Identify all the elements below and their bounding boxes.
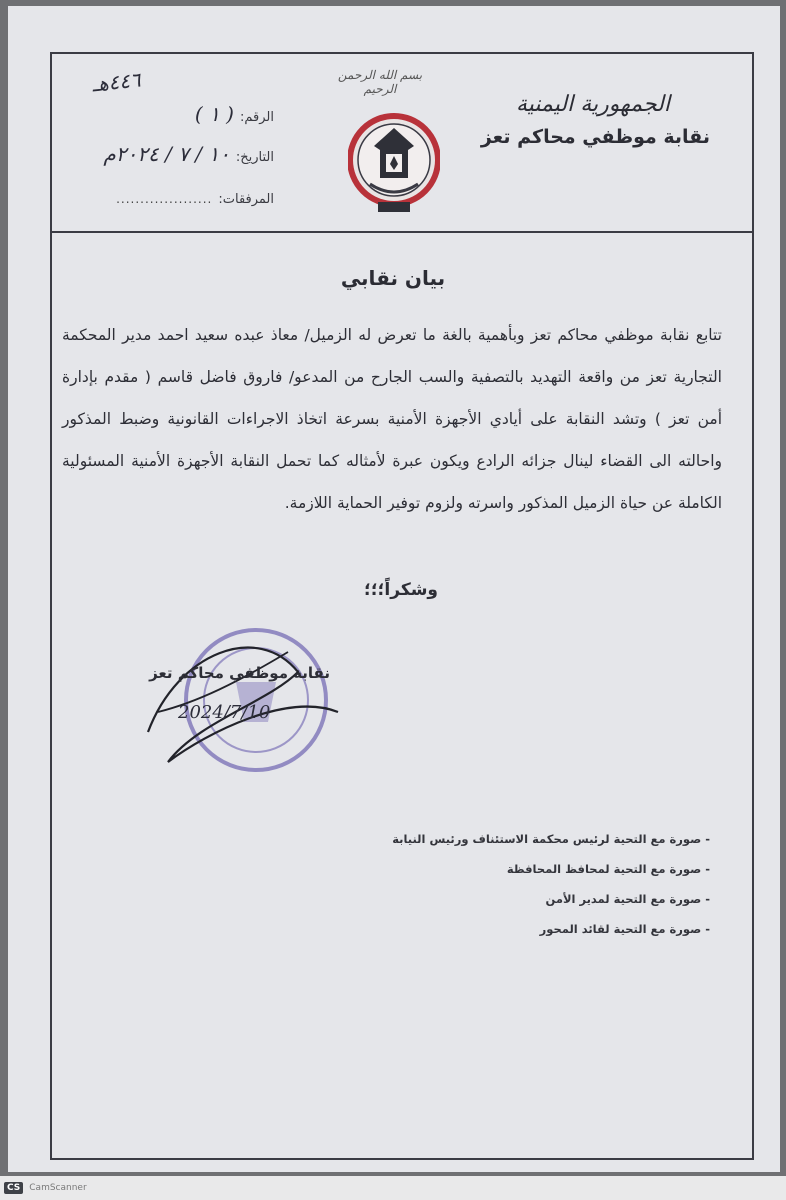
union-name: نقابة موظفي محاكم تعز [480, 126, 710, 148]
header-divider [52, 231, 754, 233]
date-value: ١٠ / ٧ / ٢٠٢٤م [103, 142, 230, 166]
scanner-footer [0, 1176, 786, 1200]
signature-date: 2024/7/10 [178, 702, 271, 723]
ref-row [195, 102, 274, 126]
basmala: بسم الله الرحمن الرحيم [337, 68, 423, 96]
statement-body [62, 314, 722, 524]
date-row [103, 142, 274, 166]
scanner-app-name: CamScanner [29, 1183, 87, 1193]
date-label: التاريخ: [235, 150, 274, 165]
copy-item: - صورة مع التحية لمدير الأمن [545, 892, 710, 906]
hijri-year-handwritten: ٤٤٦هـ [90, 67, 142, 97]
copies-list [392, 824, 710, 944]
copy-item: - صورة مع التحية لرئيس محكمة الاستئناف ورئيس النيابة [392, 832, 710, 846]
page-border [50, 52, 754, 1160]
camscanner-logo-icon: CS [4, 1182, 23, 1194]
attachments-label: المرفقات: [218, 192, 274, 207]
official-stamp-icon [138, 612, 348, 782]
attachments-value: .................... [116, 192, 213, 206]
country-name: الجمهورية اليمنية [515, 92, 670, 117]
ref-value: ( ١ ) [194, 102, 234, 126]
statement-paragraph: تتابع نقابة موظفي محاكم تعز وبأهمية بالغة ما تعرض له الزميل/ معاذ عبده سعيد احمد مدير المحكمة التجارية تعز من واقعة التهديد بالتصفية والسب الجارح من المدعو/ فاروق فاضل قاسم ( مقدم بإدارة أمن تعز ) وتشد النقابة على أيادي الأجهزة الأمنية بسرعة اتخاذ الاجراءات القانونية وضبط المذكور واحالته الى القضاء لينال جزائه الرادع ويكون عبرة لأمثاله كما تحمل النقابة الأجهزة الأمنية المسئولية الكاملة عن حياة الزميل المذكور واسرته ولزوم توفير الحماية اللازمة. [62, 326, 722, 512]
union-logo-icon [348, 110, 440, 218]
statement-title: بيان نقابي [340, 266, 446, 290]
closing-thanks: وشكراً؛؛؛ [364, 580, 438, 600]
attachments-row [116, 192, 274, 207]
ref-label: الرقم: [240, 110, 274, 125]
signature-label: نقابة موظفي محاكم تعز [149, 664, 330, 682]
letterhead-org [470, 92, 710, 152]
copy-item: - صورة مع التحية لمحافظ المحافظة [506, 862, 710, 876]
copy-item: - صورة مع التحية لقائد المحور [539, 922, 710, 936]
